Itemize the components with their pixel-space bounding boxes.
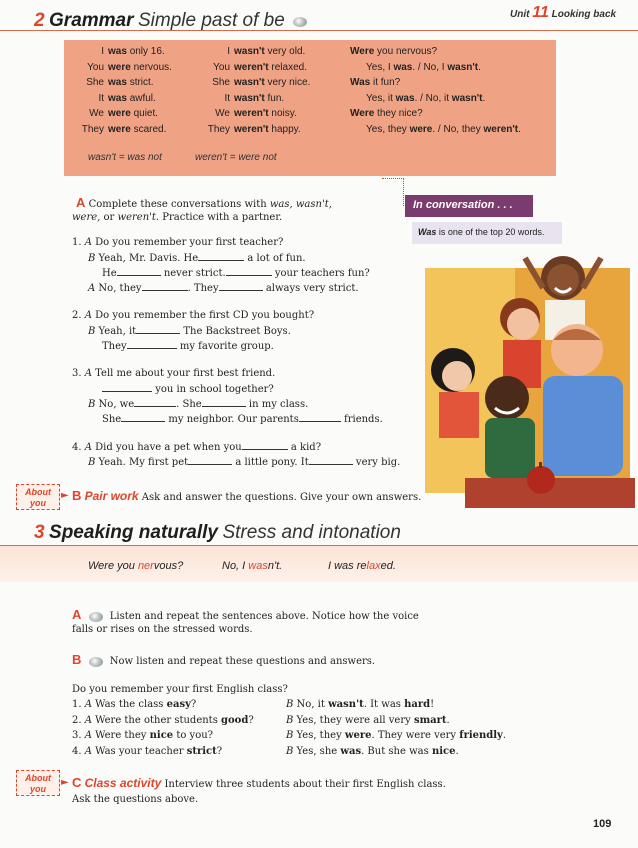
speaker-b: B: [286, 699, 294, 710]
speaker-a: A: [84, 714, 92, 726]
section-number: 2: [34, 10, 45, 31]
answer-blank[interactable]: [202, 397, 246, 407]
qa-question: [72, 714, 254, 728]
grammar-rest: happy.: [271, 123, 301, 135]
grammar-verb-phrase: [234, 122, 301, 138]
grammar-question-line: [350, 106, 423, 122]
grammar-verb-phrase: [234, 60, 307, 76]
grammar-verb-phrase: [234, 44, 305, 60]
instruction-italic: were,: [72, 212, 101, 223]
grammar-pronoun: You: [87, 61, 104, 73]
qa-answer: [286, 714, 450, 728]
answer-blank[interactable]: [188, 455, 232, 465]
conv1-line4: [88, 281, 359, 296]
qa-q-pre: Was the class: [95, 699, 167, 710]
section-heading: Grammar: [49, 10, 134, 31]
exercise-a-instruction-1: [76, 196, 332, 212]
answer-blank[interactable]: [117, 266, 161, 276]
grammar-verb: wasn't: [234, 77, 265, 88]
grammar-q-bold: were: [409, 123, 433, 135]
grammar-q-pre: Yes, it: [366, 92, 396, 104]
grammar-pronoun: We: [89, 108, 104, 119]
grammar-q-rest: it fun?: [370, 77, 401, 88]
grammar-rest: strict.: [129, 77, 154, 88]
grammar-verb: wasn't: [234, 92, 265, 104]
qa-answer: [286, 698, 434, 712]
line-text: Did you have a pet when you: [95, 442, 242, 453]
grammar-question-line: [366, 60, 481, 76]
stress-syllable: ner: [137, 560, 154, 572]
stress-post: n't.: [267, 560, 283, 572]
arrow-icon: ►: [61, 777, 69, 788]
center-boy-shirt: [485, 418, 535, 478]
speaker-b: B: [88, 253, 96, 264]
grammar-rest: very old.: [267, 46, 306, 57]
grammar-q-pre: Yes, they: [366, 123, 410, 135]
conv4-line1: [72, 440, 321, 455]
line-text: Do you remember your first teacher?: [95, 237, 284, 248]
grammar-pronoun: We: [215, 108, 230, 119]
grammar-pronoun: You: [213, 61, 230, 73]
grammar-q-rest: you nervous?: [374, 46, 438, 57]
qa-q-pre: Was your teacher: [95, 745, 187, 757]
qa-q-post: ?: [248, 714, 254, 726]
answer-blank[interactable]: [142, 281, 188, 291]
line-text: my favorite group.: [179, 341, 274, 352]
grammar-pronoun: She: [212, 77, 230, 88]
exercise-a-label: A: [76, 195, 86, 210]
speaker-a: A: [84, 442, 92, 453]
qa-a-mid: . They were very: [371, 730, 460, 741]
grammar-rest: quiet.: [133, 108, 159, 119]
conv2-line2: [88, 324, 291, 339]
grammar-verb: weren't: [234, 108, 269, 119]
conversation-text: is one of the top 20 words.: [436, 227, 545, 237]
conv3-line2: [102, 382, 274, 397]
grammar-rest: very nice.: [267, 77, 311, 88]
speaker-a: A: [84, 310, 92, 321]
cd-icon[interactable]: [89, 612, 103, 622]
speaking-b-text: Now listen and repeat these questions and answers.: [109, 656, 376, 667]
line-text: friends.: [344, 414, 383, 425]
conv3-line3: [88, 397, 308, 412]
grammar-q-end: .: [482, 92, 486, 104]
qa-q-pre: Were the other students: [95, 714, 222, 726]
grammar-q-rest: . / No, they: [432, 123, 484, 135]
qa-number: 1.: [72, 699, 82, 710]
speaker-b: B: [286, 714, 294, 726]
qa-a-bold: friendly: [459, 730, 503, 741]
section-number: 3: [34, 522, 45, 543]
line-text: you in school together?: [155, 384, 274, 395]
conversation-word: Was: [418, 227, 437, 237]
answer-blank[interactable]: [242, 440, 288, 450]
grammar-q-bold: Was: [350, 77, 371, 88]
exercise-b-heading: Pair work: [84, 489, 139, 503]
grammar-verb: was: [108, 92, 127, 104]
grammar-rest: relaxed.: [271, 61, 307, 73]
qa-a-pre: Yes, they were all very: [296, 714, 414, 726]
speaking-a-text: Listen and repeat the sentences above. Notice how the voice: [109, 611, 419, 622]
conversation-note: [412, 222, 562, 244]
qa-number: 3.: [72, 730, 82, 741]
exercise-a-instruction-2: [72, 211, 282, 225]
line-text: a kid?: [290, 442, 322, 453]
answer-blank[interactable]: [226, 266, 272, 276]
grammar-q-bold: Were: [350, 46, 375, 57]
arrow-icon: ►: [61, 490, 69, 501]
stress-post: vous?: [153, 560, 184, 572]
speaking-a-line2: falls or rises on the stressed words.: [72, 624, 253, 635]
classroom-illustration: [425, 248, 635, 516]
stress-post: ed.: [380, 560, 396, 572]
exercise-c-heading: Class activity: [84, 776, 162, 790]
item-number: 4.: [72, 442, 82, 453]
grammar-title: [34, 10, 311, 32]
about-you-tag-2: [16, 770, 60, 796]
grammar-question-line: [366, 122, 521, 138]
unit-header: [510, 4, 616, 22]
speaker-a: A: [84, 237, 92, 248]
grammar-rest: scared.: [133, 123, 167, 135]
qa-number: 2.: [72, 714, 82, 726]
about-line1: About: [25, 487, 51, 497]
stress-example-3: [328, 560, 396, 572]
qa-q-bold: easy: [166, 699, 191, 710]
stress-pre: No, I: [222, 560, 249, 572]
exercise-b-label: B: [72, 488, 82, 503]
grammar-pronoun: She: [86, 77, 104, 88]
qa-a-mid: . It was: [363, 699, 405, 710]
speaker-a: A: [84, 745, 92, 757]
qa-a-post: !: [430, 699, 435, 710]
grammar-question-line: [366, 91, 485, 107]
exercise-b: [72, 489, 421, 505]
grammar-verb-phrase: [108, 91, 156, 107]
grammar-rest: only 16.: [129, 46, 165, 57]
grammar-verb: were: [108, 123, 131, 135]
section-subtitle: Simple past of be: [137, 10, 285, 31]
speaker-b: B: [88, 326, 96, 337]
grammar-q-pre: Yes, I: [366, 61, 394, 73]
line-text: Yeah, it: [98, 326, 137, 337]
qa-a-post: .: [455, 745, 459, 757]
grammar-q-bold: Were: [350, 108, 375, 119]
grammar-q-bold: was: [395, 92, 415, 104]
conv3-line1: [72, 367, 275, 381]
boy-face: [507, 308, 539, 340]
item-number: 1.: [72, 237, 82, 248]
line-text: Yeah, Mr. Davis. He: [98, 253, 199, 264]
stress-syllable: lax: [366, 560, 381, 572]
qa-answer: [286, 729, 506, 743]
grammar-q-rest: they nice?: [374, 108, 423, 119]
unit-word: Unit: [510, 9, 530, 20]
qa-a-bold: smart: [413, 714, 447, 726]
stress-example-1: [88, 560, 183, 572]
line-text: No, they: [98, 283, 142, 294]
line-text: No, we: [98, 399, 135, 410]
qa-q-bold: nice: [149, 730, 174, 741]
speaker-a: A: [84, 730, 92, 741]
qa-a-pre: Yes, they: [296, 730, 345, 741]
speaking-title: [34, 522, 401, 544]
line-text: your teachers fun?: [274, 268, 370, 279]
grammar-pronoun: It: [224, 92, 230, 104]
speaker-a: A: [88, 283, 96, 294]
answer-blank[interactable]: [121, 412, 165, 422]
qa-a-pre: Yes, she: [296, 745, 341, 757]
qa-intro: Do you remember your first English class?: [72, 684, 288, 695]
grammar-question-line: [350, 44, 437, 60]
answer-blank[interactable]: [136, 324, 180, 334]
stress-pre: Were you: [88, 560, 138, 572]
about-line1: About: [25, 773, 51, 783]
line-text: . She: [176, 399, 202, 410]
grammar-verb-phrase: [108, 106, 158, 122]
page-number: 109: [593, 818, 612, 830]
stress-pre: I was re: [328, 560, 367, 572]
left-girl-face: [442, 361, 472, 391]
qa-a-bold: were: [344, 730, 372, 741]
grammar-pronoun: They: [207, 123, 230, 135]
cd-icon[interactable]: [293, 17, 307, 27]
grammar-verb-phrase: [108, 122, 166, 138]
item-number: 3.: [72, 368, 82, 379]
answer-blank[interactable]: [299, 412, 341, 422]
speaking-b-line1: [72, 653, 375, 669]
answer-blank[interactable]: [127, 339, 177, 349]
grammar-verb: was: [108, 46, 127, 57]
stress-example-2: [222, 560, 282, 572]
grammar-verb-phrase: [234, 75, 310, 91]
conv3-line4: [102, 412, 383, 427]
grammar-rest: fun.: [267, 92, 285, 104]
speaking-a-label: A: [72, 607, 82, 622]
grammar-note-werent: weren't = were not: [195, 152, 277, 163]
qa-q-post: to you?: [173, 730, 214, 741]
answer-blank[interactable]: [134, 397, 176, 407]
cd-icon[interactable]: [89, 657, 103, 667]
line-text: She: [102, 414, 122, 425]
grammar-rest: awful.: [129, 92, 156, 104]
apple-stem: [539, 462, 542, 468]
qa-number: 4.: [72, 745, 82, 757]
speaker-a: A: [84, 368, 92, 379]
grammar-verb-phrase: [108, 44, 165, 60]
line-text: in my class.: [248, 399, 309, 410]
grammar-verb-phrase: [108, 60, 172, 76]
conv2-line1: [72, 309, 314, 323]
grammar-rest: noisy.: [271, 108, 297, 119]
qa-q-post: ?: [190, 699, 197, 710]
grammar-pronoun: I: [101, 46, 104, 57]
grammar-verb: were: [108, 108, 131, 119]
section-heading: Speaking naturally: [49, 522, 218, 543]
qa-a-bold: hard: [404, 699, 431, 710]
grammar-pronoun: I: [227, 46, 230, 57]
line-text: Tell me about your first best friend.: [95, 368, 276, 379]
grammar-verb: weren't: [234, 123, 269, 135]
line-text: my neighbor. Our parents: [168, 414, 299, 425]
answer-blank[interactable]: [309, 455, 353, 465]
instruction-italic: weren't: [117, 212, 156, 223]
conv1-line3: [102, 266, 370, 281]
line-text: The Backstreet Boys.: [183, 326, 291, 337]
grammar-verb: was: [108, 77, 127, 88]
speaker-b: B: [286, 730, 294, 741]
apple: [527, 466, 555, 494]
qa-a-mid: . But she was: [361, 745, 432, 757]
line-text: . They: [187, 283, 219, 294]
answer-blank[interactable]: [219, 281, 263, 291]
speaking-a-line1: [72, 608, 419, 624]
left-girl-shirt: [439, 392, 479, 438]
teacher-shirt: [543, 376, 623, 476]
answer-blank[interactable]: [198, 251, 244, 261]
qa-a-bold: nice: [431, 745, 456, 757]
grammar-verb: wasn't: [234, 46, 265, 57]
conv1-line1: [72, 236, 283, 250]
qa-a-post: .: [502, 730, 507, 741]
grammar-verb: were: [108, 61, 131, 73]
qa-q-bold: good: [221, 714, 249, 726]
line-text: Do you remember the first CD you bought?: [95, 310, 315, 321]
grammar-question-line: [350, 75, 400, 91]
conv1-line2: [88, 251, 306, 266]
speaking-b-label: B: [72, 652, 82, 667]
conversation-heading: In conversation . . .: [405, 195, 533, 217]
line-text: They: [102, 341, 127, 352]
qa-a-mid: .: [446, 714, 450, 726]
stress-syllable: was: [248, 560, 268, 572]
grammar-q-rest: . / No, I: [412, 61, 448, 73]
exercise-c-label: C: [72, 775, 82, 790]
qa-question: [72, 745, 222, 759]
grammar-q-end: .: [478, 61, 481, 73]
item-number: 2.: [72, 310, 82, 321]
line-text: always very strict.: [265, 283, 359, 294]
grammar-q-rest: . / No, it: [414, 92, 452, 104]
qa-a-pre: No, it: [296, 699, 329, 710]
grammar-q-bold2: wasn't: [451, 92, 483, 104]
grammar-q-end: .: [518, 123, 521, 135]
grammar-note-wasnt: wasn't = was not: [88, 152, 162, 163]
exercise-c-line1: [72, 776, 446, 792]
instruction-italic: was, wasn't,: [269, 199, 332, 210]
instruction-text: Complete these conversations with: [88, 199, 270, 210]
grammar-verb-phrase: [108, 75, 154, 91]
line-text: Yeah. My first pet: [98, 457, 189, 468]
speaker-a: A: [84, 699, 92, 710]
grammar-verb: weren't: [234, 61, 269, 73]
grammar-pronoun: It: [98, 92, 104, 104]
qa-q-bold: strict: [186, 745, 217, 757]
qa-question: [72, 698, 196, 712]
qa-question: [72, 729, 213, 743]
about-line2: you: [29, 498, 46, 508]
grammar-verb-phrase: [234, 91, 284, 107]
qa-a-bold: wasn't: [328, 699, 364, 710]
grammar-rest: nervous.: [133, 61, 172, 73]
about-you-tag: [16, 484, 60, 510]
line-text: a lot of fun.: [247, 253, 306, 264]
grammar-q-bold: was: [393, 61, 413, 73]
about-line2: you: [29, 784, 46, 794]
unit-title: Looking back: [551, 9, 617, 20]
unit-number: 11: [532, 4, 549, 21]
qa-q-pre: Were they: [95, 730, 150, 741]
line-text: very big.: [355, 457, 401, 468]
speaker-b: B: [286, 745, 294, 757]
answer-blank[interactable]: [102, 382, 152, 392]
qa-q-post: ?: [216, 745, 223, 757]
exercise-c-text: Interview three students about their first English class.: [164, 779, 446, 790]
grammar-q-bold2: wasn't: [447, 61, 479, 73]
grammar-pronoun: They: [81, 123, 104, 135]
qa-answer: [286, 745, 459, 759]
speaker-b: B: [88, 399, 96, 410]
conversation-arrow: [382, 178, 404, 206]
grammar-q-bold2: weren't: [483, 123, 519, 135]
grammar-verb-phrase: [234, 106, 297, 122]
exercise-c-line2: Ask the questions above.: [72, 794, 199, 805]
line-text: He: [102, 268, 117, 279]
exercise-b-text: Ask and answer the questions. Give your own answers.: [141, 492, 422, 503]
section-subtitle: Stress and intonation: [222, 522, 401, 543]
speaker-b: B: [88, 457, 96, 468]
qa-a-bold: was: [340, 745, 362, 757]
instruction-text: . Practice with a partner.: [155, 212, 283, 223]
line-text: a little pony. It: [235, 457, 309, 468]
conv4-line2: [88, 455, 400, 470]
conv2-line3: [102, 339, 274, 354]
line-text: never strict.: [163, 268, 226, 279]
instruction-text: or: [100, 212, 118, 223]
